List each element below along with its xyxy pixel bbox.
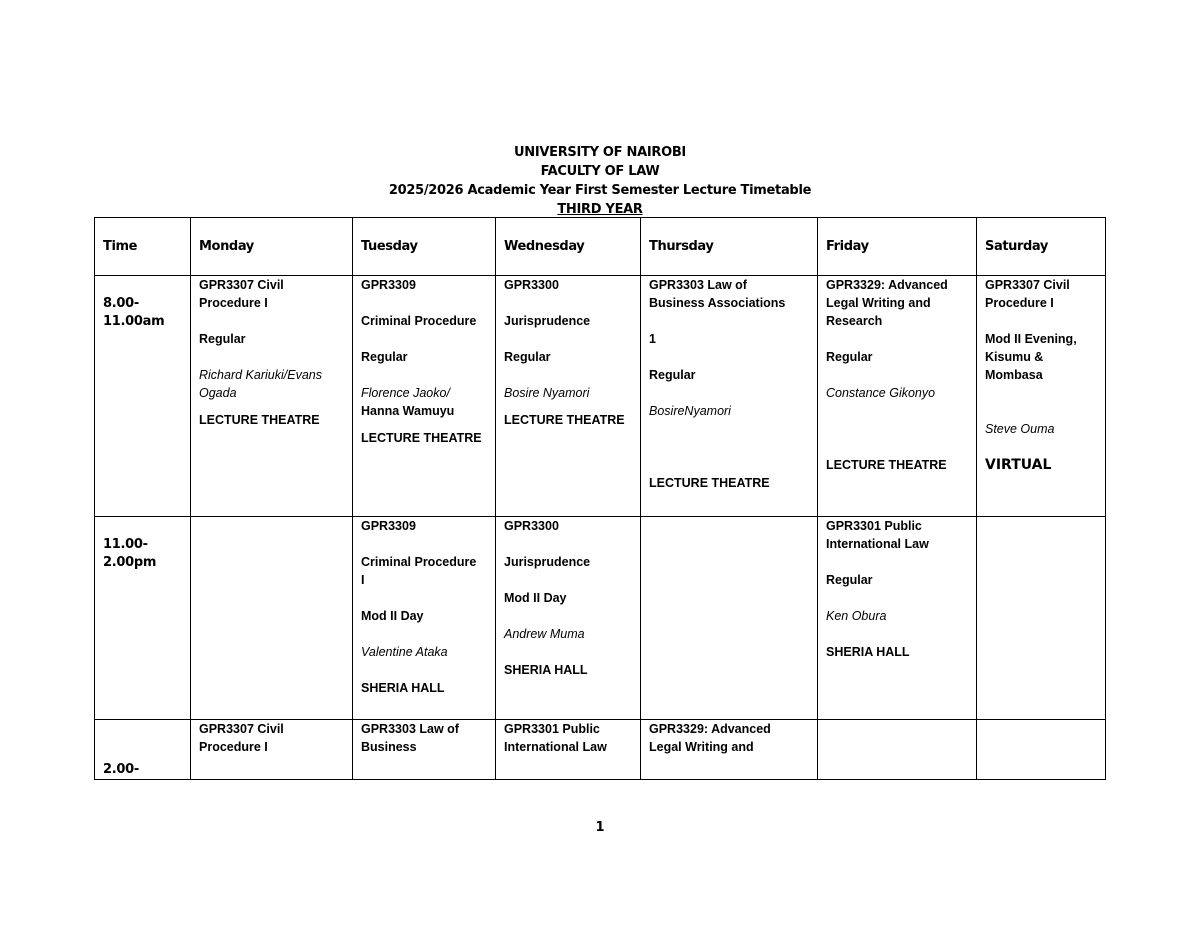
- course-title: Business Associations: [649, 296, 786, 310]
- thursday-slot-2: [641, 517, 818, 720]
- lecturer: Hanna Wamuyu: [361, 404, 455, 418]
- wednesday-slot-1: [496, 276, 641, 517]
- university-name: UNIVERSITY OF NAIROBI: [514, 145, 686, 160]
- monday-slot-1: [191, 276, 353, 517]
- saturday-slot-1: [977, 276, 1106, 517]
- lecturer: Steve Ouma: [985, 422, 1055, 436]
- lecturer: Ken Obura: [826, 609, 887, 623]
- column-header-monday: Monday: [191, 218, 353, 276]
- course-title: Procedure I: [985, 296, 1054, 310]
- column-header-thursday: Thursday: [641, 218, 818, 276]
- course-title: Criminal Procedure: [361, 314, 477, 328]
- lecturer: Ogada: [199, 386, 237, 400]
- class-mode: Mombasa: [985, 368, 1043, 382]
- course-code: GPR3329: Advanced: [649, 722, 771, 736]
- venue: SHERIA HALL: [826, 645, 910, 659]
- monday-slot-3: [191, 720, 353, 780]
- venue: LECTURE THEATRE: [649, 476, 770, 490]
- friday-slot-2: [818, 517, 977, 720]
- course-code: GPR3303 Law of: [361, 722, 459, 736]
- venue: LECTURE THEATRE: [826, 458, 947, 472]
- course-title: Jurisprudence: [504, 555, 591, 569]
- class-mode: Mod II Day: [361, 609, 424, 623]
- venue: LECTURE THEATRE: [199, 413, 320, 427]
- class-mode: Regular: [826, 350, 873, 364]
- tuesday-slot-3: [353, 720, 496, 780]
- faculty-name: FACULTY OF LAW: [540, 164, 660, 179]
- column-header-tuesday: Tuesday: [353, 218, 496, 276]
- saturday-slot-2: [977, 517, 1106, 720]
- lecturer: Bosire Nyamori: [504, 386, 590, 400]
- friday-slot-1: [818, 276, 977, 517]
- document-header: [0, 143, 1200, 219]
- class-mode: Regular: [361, 350, 408, 364]
- tuesday-slot-1: [353, 276, 496, 517]
- course-code: GPR3309: [361, 519, 416, 533]
- course-title: Procedure I: [199, 740, 268, 754]
- thursday-slot-3: [641, 720, 818, 780]
- course-title: International Law: [504, 740, 607, 754]
- venue: VIRTUAL: [985, 457, 1052, 473]
- lecturer: Valentine Ataka: [361, 645, 448, 659]
- table-row: [95, 517, 1106, 720]
- course-code: GPR3307 Civil: [985, 278, 1070, 292]
- table-row: [95, 276, 1106, 517]
- monday-slot-2: [191, 517, 353, 720]
- course-title: International Law: [826, 537, 929, 551]
- column-header-time: Time: [95, 218, 191, 276]
- column-header-friday: Friday: [818, 218, 977, 276]
- course-code: GPR3309: [361, 278, 416, 292]
- time-slot: 8.00- 11.00am: [95, 276, 191, 517]
- table-row: [95, 720, 1106, 780]
- course-title: Legal Writing and: [826, 296, 931, 310]
- venue: SHERIA HALL: [361, 681, 445, 695]
- course-title: Procedure I: [199, 296, 268, 310]
- venue: LECTURE THEATRE: [361, 431, 482, 445]
- lecturer: Andrew Muma: [504, 627, 585, 641]
- course-code: GPR3301 Public: [504, 722, 600, 736]
- tuesday-slot-2: [353, 517, 496, 720]
- course-title: Legal Writing and: [649, 740, 754, 754]
- timetable-title: 2025/2026 Academic Year First Semester Lecture Timetable: [388, 183, 812, 198]
- lecturer: Richard Kariuki/Evans: [199, 368, 322, 382]
- year-label: THIRD YEAR: [557, 202, 643, 217]
- timetable: [94, 217, 1106, 780]
- course-title: Business: [361, 740, 417, 754]
- column-header-saturday: Saturday: [977, 218, 1106, 276]
- course-code: GPR3303 Law of: [649, 278, 747, 292]
- class-mode: Kisumu &: [985, 350, 1044, 364]
- class-mode: Mod II Evening,: [985, 332, 1077, 346]
- class-mode: Regular: [826, 573, 873, 587]
- time-slot: 11.00- 2.00pm: [95, 517, 191, 720]
- page-number: 1: [595, 820, 605, 835]
- course-title: I: [361, 573, 365, 587]
- lecturer: BosireNyamori: [649, 404, 731, 418]
- time-slot: 2.00-: [95, 720, 191, 780]
- course-code: GPR3329: Advanced: [826, 278, 948, 292]
- course-code: GPR3307 Civil: [199, 278, 284, 292]
- class-mode: Regular: [504, 350, 551, 364]
- course-code: GPR3300: [504, 278, 559, 292]
- venue: SHERIA HALL: [504, 663, 588, 677]
- course-title: Jurisprudence: [504, 314, 591, 328]
- column-header-wednesday: Wednesday: [496, 218, 641, 276]
- course-title: Criminal Procedure: [361, 555, 477, 569]
- wednesday-slot-2: [496, 517, 641, 720]
- table-header-row: [95, 218, 1106, 276]
- course-code: GPR3301 Public: [826, 519, 922, 533]
- lecturer: Constance Gikonyo: [826, 386, 936, 400]
- friday-slot-3: [818, 720, 977, 780]
- thursday-slot-1: [641, 276, 818, 517]
- course-number: 1: [649, 332, 656, 346]
- class-mode: Regular: [199, 332, 246, 346]
- course-title: Research: [826, 314, 883, 328]
- venue: LECTURE THEATRE: [504, 413, 625, 427]
- course-code: GPR3300: [504, 519, 559, 533]
- saturday-slot-3: [977, 720, 1106, 780]
- class-mode: Mod II Day: [504, 591, 567, 605]
- course-code: GPR3307 Civil: [199, 722, 284, 736]
- class-mode: Regular: [649, 368, 696, 382]
- wednesday-slot-3: [496, 720, 641, 780]
- lecturer: Florence Jaoko/: [361, 386, 450, 400]
